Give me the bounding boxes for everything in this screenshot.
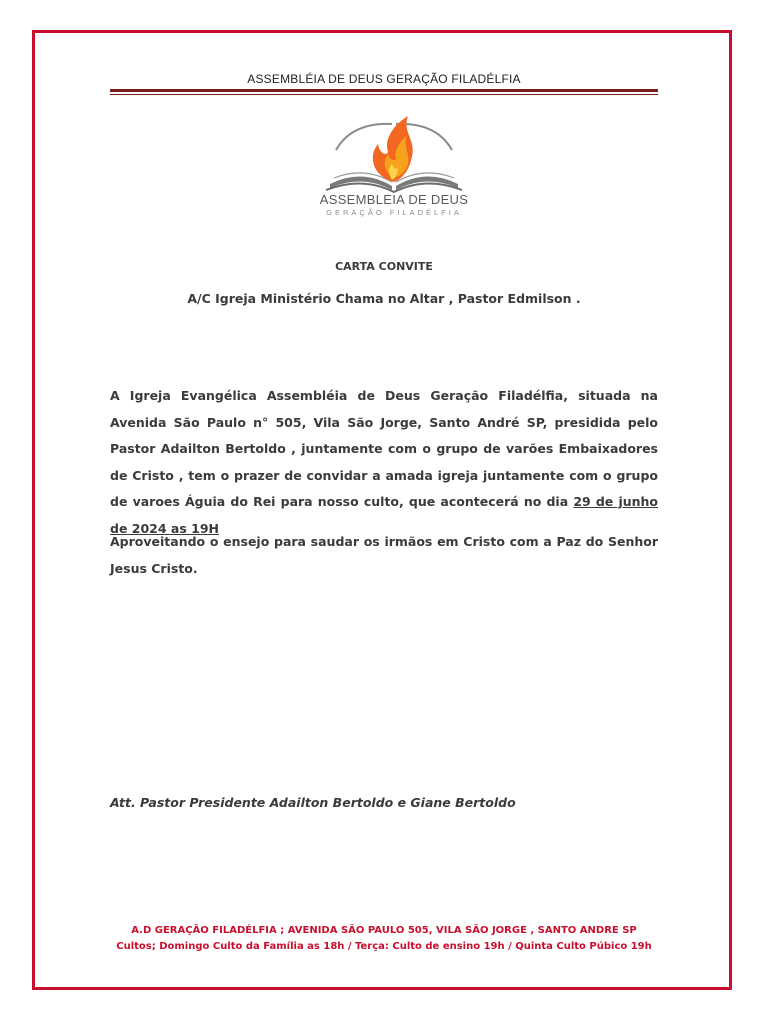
letter-title: CARTA CONVITE: [335, 260, 433, 273]
letter-recipient: A/C Igreja Ministério Chama no Altar , Pastor Edmilson .: [187, 291, 581, 306]
header-rule-thin: [110, 94, 658, 95]
greeting-paragraph: Aproveitando o ensejo para saudar os irmãos em Cristo com a Paz do Senhor Jesus Cristo.: [110, 534, 658, 576]
footer-address: A.D GERAÇÃO FILADÉLFIA ; AVENIDA SÃO PAULO 505, VILA SÃO JORGE , SANTO ANDRE SP: [131, 925, 637, 936]
header-title: ASSEMBLÉIA DE DEUS GERAÇÃO FILADÉLFIA: [247, 72, 521, 86]
signature-line: Att. Pastor Presidente Adailton Bertoldo e Giane Bertoldo: [110, 795, 516, 810]
logo-text-main: ASSEMBLEIA DE DEUS: [319, 192, 469, 207]
footer-schedule: Cultos; Domingo Culto da Família as 18h / Terça: Culto de ensino 19h / Quinta Culto Púbico 19h: [116, 941, 652, 952]
invitation-text: A Igreja Evangélica Assembléia de Deus Geração Filadélfia, situada na Avenida São Paulo n° 505, Vila São Jorge, Santo André SP, presidida pelo Pastor Adailton Bertoldo , juntamente com o grupo de varões Embaixadores de Cristo , tem o prazer de convidar a amada igreja juntamente com o grupo de varoes Águia do Rei para nosso culto, que acontecerá no dia: [110, 388, 658, 509]
event-date: 29 de junho de 2024 as 19H: [110, 494, 659, 536]
invitation-paragraph: [110, 383, 658, 542]
logo-text-sub: GERAÇÃO FILADÉLFIA: [326, 208, 462, 217]
header-rule-thick: [110, 89, 658, 92]
